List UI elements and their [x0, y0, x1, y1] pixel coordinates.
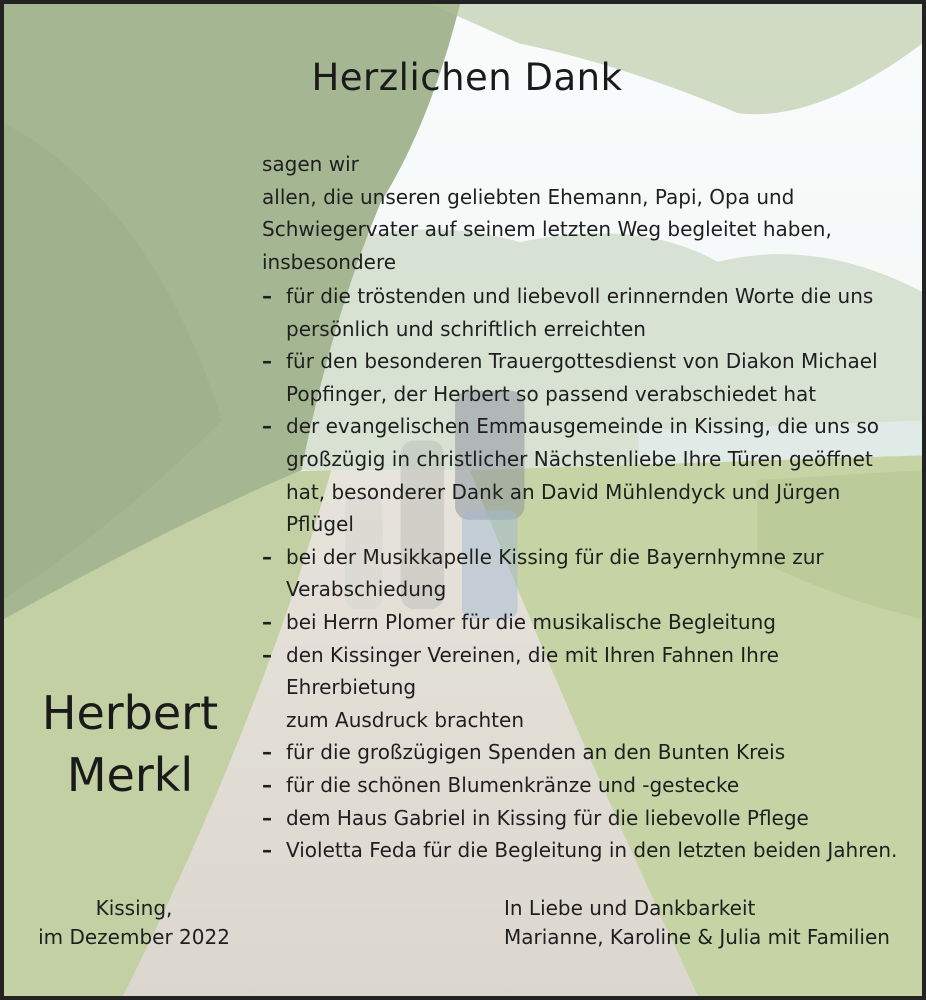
list-item-text: den Kissinger Vereinen, die mit Ihren Fahnen Ihre Ehrerbietung zum Ausdruck brachten — [286, 642, 779, 732]
list-item — [262, 736, 912, 769]
list-item — [262, 802, 912, 835]
place: Kissing, — [95, 896, 173, 920]
date: im Dezember 2022 — [38, 925, 230, 949]
list-item-text: bei der Musikkapelle Kissing für die Bayernhymne zur Verabschiedung — [286, 544, 824, 602]
list-item — [262, 410, 912, 540]
list-item-text: für die schönen Blumenkränze und -gestecke — [286, 772, 740, 797]
list-item-text: für die großzügigen Spenden an den Bunten Kreis — [286, 740, 786, 765]
deceased-last-name: Merkl — [66, 748, 194, 802]
list-item — [262, 769, 912, 802]
bullet-dash: – — [262, 544, 272, 569]
intro-line: allen, die unseren geliebten Ehemann, Papi, Opa und — [262, 184, 795, 209]
list-item — [262, 345, 912, 410]
deceased-first-name: Herbert — [41, 686, 219, 740]
list-item — [262, 606, 912, 639]
signature-block — [504, 894, 914, 952]
bullet-dash: – — [262, 349, 272, 374]
list-item — [262, 834, 912, 867]
bullet-dash: – — [262, 805, 272, 830]
list-item — [262, 639, 912, 737]
list-item-text: für den besonderen Trauergottesdienst von Diakon Michael Popfinger, der Herbert so passend verabschiedet hat — [286, 349, 878, 406]
bullet-dash: – — [262, 609, 272, 634]
list-item-text: der evangelischen Emmausgemeinde in Kissing, die uns so großzügig in christlicher Nächstenliebe Ihre Türen geöffnet hat, besonderer Dank an David Mühlendyck und Jürgen Pflügel — [286, 414, 879, 537]
closing-line: In Liebe und Dankbarkeit — [504, 896, 756, 920]
intro-text — [262, 148, 902, 278]
list-item-text: dem Haus Gabriel in Kissing für die liebevolle Pflege — [286, 805, 809, 830]
bullet-dash: – — [262, 284, 272, 308]
bullet-dash: – — [262, 414, 272, 439]
list-item-text: Violetta Feda für die Begleitung in den letzten beiden Jahren. — [286, 838, 898, 863]
intro-line: sagen wir — [262, 152, 359, 176]
bullet-dash: – — [262, 772, 272, 797]
list-item — [262, 541, 912, 606]
intro-line: Schwiegervater auf seinem letzten Weg begleitet haben, — [262, 217, 832, 242]
deceased-name — [32, 682, 228, 806]
intro-line: insbesondere — [262, 249, 397, 274]
place-date — [34, 894, 234, 952]
bullet-dash: – — [262, 838, 272, 863]
bullet-dash: – — [262, 740, 272, 765]
signatories: Marianne, Karoline & Julia mit Familien — [504, 925, 890, 949]
list-item-text: für die tröstenden und liebevoll erinnernden Worte die uns persönlich und schriftlich erreichten — [286, 284, 874, 341]
notice-title: Herzlichen Dank — [311, 56, 623, 99]
bullet-dash: – — [262, 642, 272, 667]
list-item — [262, 280, 912, 345]
list-item-text: bei Herrn Plomer für die musikalische Begleitung — [286, 609, 776, 634]
thanks-list — [262, 280, 912, 867]
